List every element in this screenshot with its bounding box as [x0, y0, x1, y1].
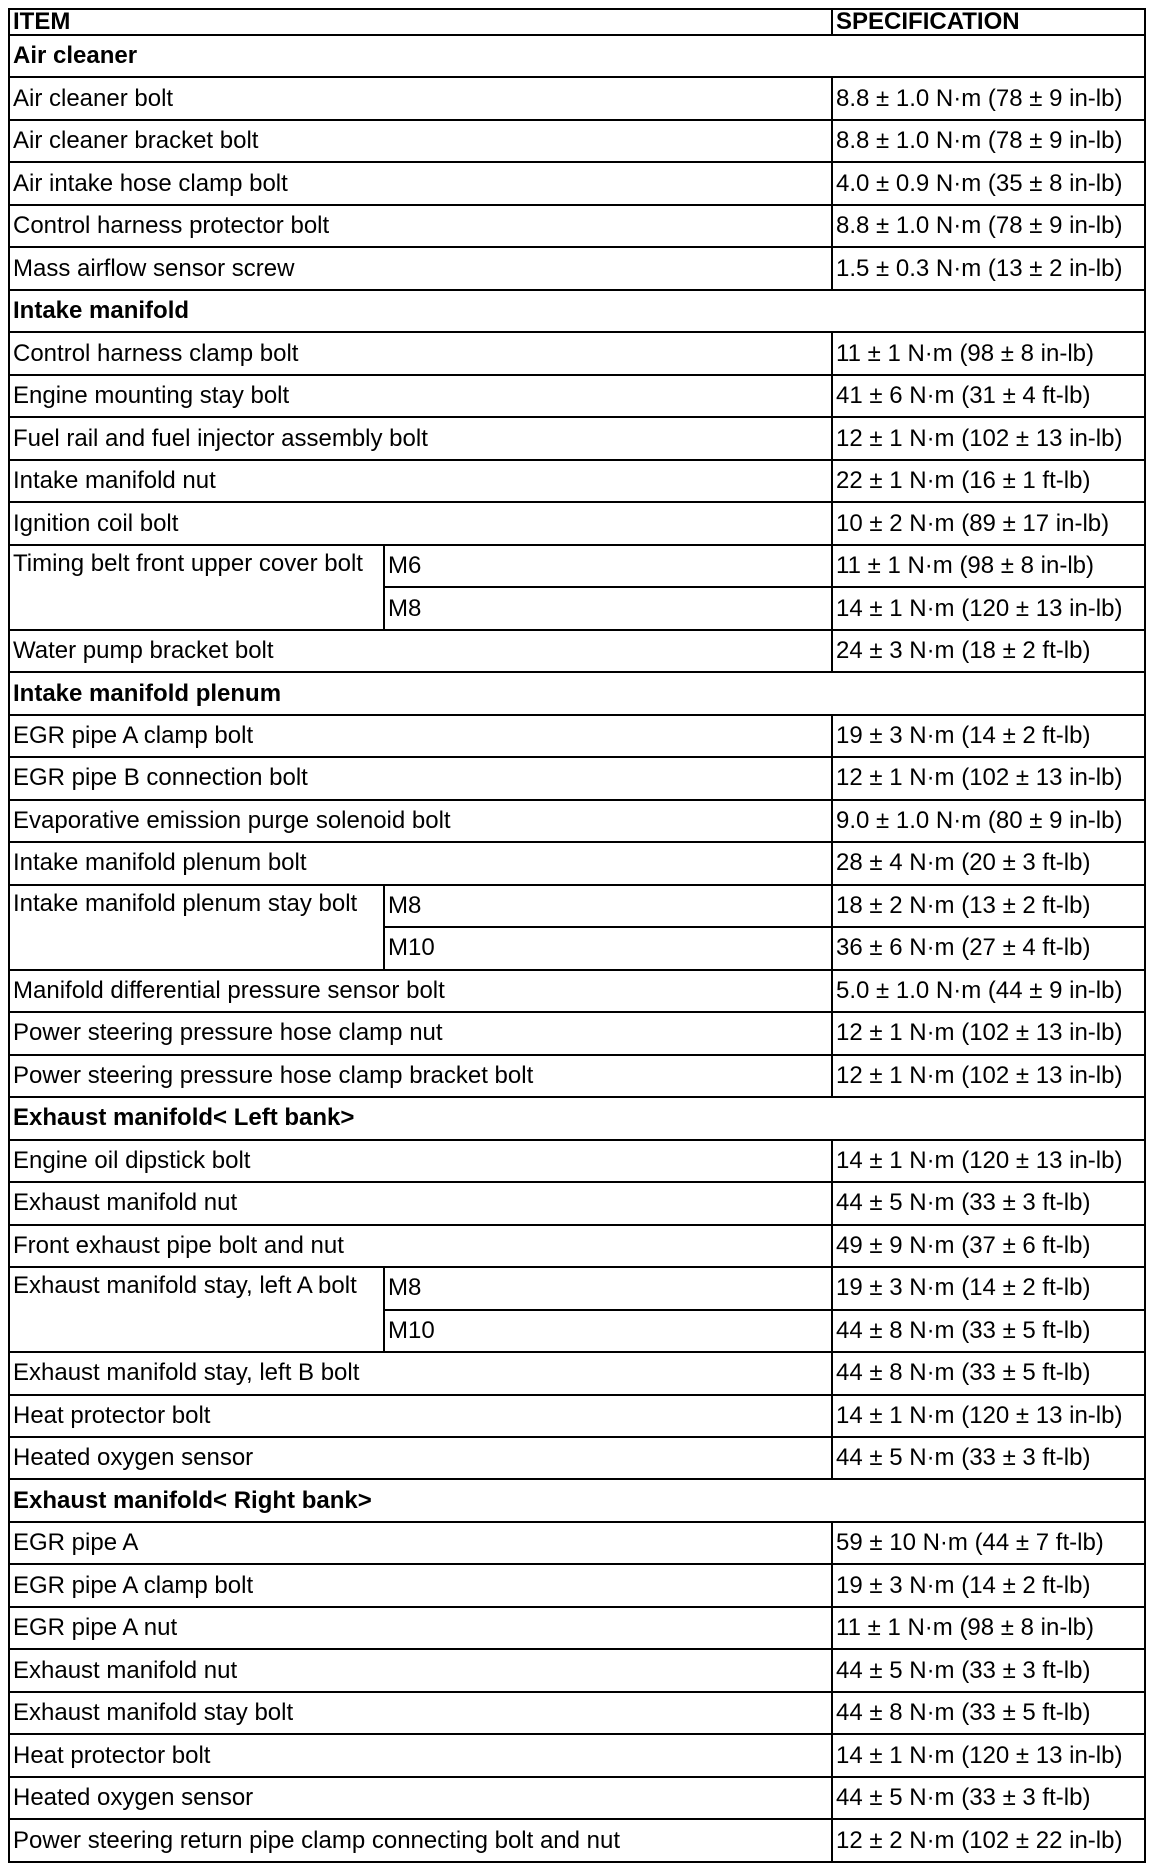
table-row	[9, 502, 1145, 544]
table-row	[9, 715, 1145, 757]
table-row	[9, 1352, 1145, 1394]
torque-spec: 22 ± 1 N·m (16 ± 1 ft-lb)	[832, 460, 1145, 502]
torque-spec: 1.5 ± 0.3 N·m (13 ± 2 in-lb)	[832, 247, 1145, 289]
table-row	[9, 120, 1145, 162]
item-name: Exhaust manifold stay, left B bolt	[9, 1352, 832, 1394]
table-row	[9, 247, 1145, 289]
torque-spec: 19 ± 3 N·m (14 ± 2 ft-lb)	[832, 1267, 1145, 1309]
torque-spec: 14 ± 1 N·m (120 ± 13 in-lb)	[832, 1140, 1145, 1182]
table-row	[9, 1734, 1145, 1776]
torque-spec: 8.8 ± 1.0 N·m (78 ± 9 in-lb)	[832, 205, 1145, 247]
torque-spec: 28 ± 4 N·m (20 ± 3 ft-lb)	[832, 842, 1145, 884]
bolt-size: M10	[384, 1310, 832, 1352]
table-row	[9, 332, 1145, 374]
item-column-header: ITEM	[9, 9, 832, 35]
torque-spec: 44 ± 8 N·m (33 ± 5 ft-lb)	[832, 1310, 1145, 1352]
table-row	[9, 1055, 1145, 1097]
table-row	[9, 1267, 1145, 1309]
table-row	[9, 800, 1145, 842]
table-row	[9, 1437, 1145, 1479]
table-row	[9, 1012, 1145, 1054]
table-row	[9, 375, 1145, 417]
table-row	[9, 630, 1145, 672]
bolt-size: M10	[384, 927, 832, 969]
item-name: Engine oil dipstick bolt	[9, 1140, 832, 1182]
torque-spec: 18 ± 2 N·m (13 ± 2 ft-lb)	[832, 885, 1145, 927]
torque-spec: 12 ± 1 N·m (102 ± 13 in-lb)	[832, 1055, 1145, 1097]
item-name: Air cleaner bracket bolt	[9, 120, 832, 162]
torque-spec: 44 ± 5 N·m (33 ± 3 ft-lb)	[832, 1649, 1145, 1691]
item-name: Exhaust manifold stay bolt	[9, 1692, 832, 1734]
table-row	[9, 545, 1145, 587]
item-name: Ignition coil bolt	[9, 502, 832, 544]
torque-spec: 11 ± 1 N·m (98 ± 8 in-lb)	[832, 1607, 1145, 1649]
section-header-row	[9, 1097, 1145, 1139]
item-name: Power steering pressure hose clamp nut	[9, 1012, 832, 1054]
item-name: EGR pipe A clamp bolt	[9, 715, 832, 757]
torque-spec: 36 ± 6 N·m (27 ± 4 ft-lb)	[832, 927, 1145, 969]
item-name: Mass airflow sensor screw	[9, 247, 832, 289]
torque-spec: 41 ± 6 N·m (31 ± 4 ft-lb)	[832, 375, 1145, 417]
torque-spec: 10 ± 2 N·m (89 ± 17 in-lb)	[832, 502, 1145, 544]
bolt-size: M8	[384, 587, 832, 629]
table-row	[9, 970, 1145, 1012]
torque-spec: 44 ± 5 N·m (33 ± 3 ft-lb)	[832, 1182, 1145, 1224]
item-name: Exhaust manifold nut	[9, 1182, 832, 1224]
section-title: Intake manifold plenum	[9, 672, 1145, 714]
item-name: Heated oxygen sensor	[9, 1437, 832, 1479]
torque-spec: 14 ± 1 N·m (120 ± 13 in-lb)	[832, 1734, 1145, 1776]
item-name: Engine mounting stay bolt	[9, 375, 832, 417]
bolt-size: M8	[384, 885, 832, 927]
table-row	[9, 460, 1145, 502]
torque-spec: 9.0 ± 1.0 N·m (80 ± 9 in-lb)	[832, 800, 1145, 842]
item-name: Exhaust manifold stay, left A bolt	[9, 1267, 384, 1352]
item-name: Control harness protector bolt	[9, 205, 832, 247]
torque-spec: 49 ± 9 N·m (37 ± 6 ft-lb)	[832, 1225, 1145, 1267]
torque-spec: 44 ± 5 N·m (33 ± 3 ft-lb)	[832, 1437, 1145, 1479]
torque-spec: 8.8 ± 1.0 N·m (78 ± 9 in-lb)	[832, 77, 1145, 119]
table-row	[9, 1692, 1145, 1734]
torque-spec: 8.8 ± 1.0 N·m (78 ± 9 in-lb)	[832, 120, 1145, 162]
section-header-row	[9, 1479, 1145, 1521]
table-body	[9, 35, 1145, 1862]
section-title: Air cleaner	[9, 35, 1145, 77]
table-row	[9, 162, 1145, 204]
bolt-size: M6	[384, 545, 832, 587]
item-name: Heat protector bolt	[9, 1734, 832, 1776]
section-title: Exhaust manifold< Left bank>	[9, 1097, 1145, 1139]
torque-spec: 12 ± 1 N·m (102 ± 13 in-lb)	[832, 1012, 1145, 1054]
table-row	[9, 1225, 1145, 1267]
table-row	[9, 1564, 1145, 1606]
torque-spec: 12 ± 1 N·m (102 ± 13 in-lb)	[832, 757, 1145, 799]
torque-spec: 14 ± 1 N·m (120 ± 13 in-lb)	[832, 587, 1145, 629]
item-name: Heat protector bolt	[9, 1395, 832, 1437]
specification-column-header: SPECIFICATION	[832, 9, 1145, 35]
torque-spec: 44 ± 8 N·m (33 ± 5 ft-lb)	[832, 1352, 1145, 1394]
bolt-size: M8	[384, 1267, 832, 1309]
item-name: Manifold differential pressure sensor bolt	[9, 970, 832, 1012]
torque-spec: 5.0 ± 1.0 N·m (44 ± 9 in-lb)	[832, 970, 1145, 1012]
table-header-row	[9, 9, 1145, 35]
item-name: Timing belt front upper cover bolt	[9, 545, 384, 630]
item-name: EGR pipe A	[9, 1522, 832, 1564]
table-row	[9, 842, 1145, 884]
item-name: EGR pipe A nut	[9, 1607, 832, 1649]
torque-spec: 44 ± 5 N·m (33 ± 3 ft-lb)	[832, 1777, 1145, 1819]
table-row	[9, 205, 1145, 247]
table-row	[9, 1395, 1145, 1437]
item-name: Exhaust manifold nut	[9, 1649, 832, 1691]
section-header-row	[9, 35, 1145, 77]
table-row	[9, 1140, 1145, 1182]
table-row	[9, 1607, 1145, 1649]
section-header-row	[9, 672, 1145, 714]
section-title: Intake manifold	[9, 290, 1145, 332]
item-name: Heated oxygen sensor	[9, 1777, 832, 1819]
torque-spec: 12 ± 2 N·m (102 ± 22 in-lb)	[832, 1819, 1145, 1862]
item-name: Water pump bracket bolt	[9, 630, 832, 672]
item-name: Power steering pressure hose clamp bracket bolt	[9, 1055, 832, 1097]
table-row	[9, 77, 1145, 119]
torque-spec: 11 ± 1 N·m (98 ± 8 in-lb)	[832, 545, 1145, 587]
table-row	[9, 1777, 1145, 1819]
item-name: EGR pipe A clamp bolt	[9, 1564, 832, 1606]
table-row	[9, 417, 1145, 459]
torque-spec: 19 ± 3 N·m (14 ± 2 ft-lb)	[832, 715, 1145, 757]
item-name: EGR pipe B connection bolt	[9, 757, 832, 799]
torque-spec: 11 ± 1 N·m (98 ± 8 in-lb)	[832, 332, 1145, 374]
table-row	[9, 1819, 1145, 1862]
table-row	[9, 1522, 1145, 1564]
item-name: Air cleaner bolt	[9, 77, 832, 119]
item-name: Air intake hose clamp bolt	[9, 162, 832, 204]
item-name: Control harness clamp bolt	[9, 332, 832, 374]
torque-spec: 4.0 ± 0.9 N·m (35 ± 8 in-lb)	[832, 162, 1145, 204]
torque-spec: 14 ± 1 N·m (120 ± 13 in-lb)	[832, 1395, 1145, 1437]
table-row	[9, 1182, 1145, 1224]
torque-spec: 59 ± 10 N·m (44 ± 7 ft-lb)	[832, 1522, 1145, 1564]
item-name: Evaporative emission purge solenoid bolt	[9, 800, 832, 842]
item-name: Front exhaust pipe bolt and nut	[9, 1225, 832, 1267]
item-name: Power steering return pipe clamp connecting bolt and nut	[9, 1819, 832, 1862]
table-row	[9, 885, 1145, 927]
item-name: Intake manifold plenum bolt	[9, 842, 832, 884]
table-row	[9, 1649, 1145, 1691]
torque-spec-table	[8, 8, 1146, 1863]
section-header-row	[9, 290, 1145, 332]
section-title: Exhaust manifold< Right bank>	[9, 1479, 1145, 1521]
item-name: Intake manifold nut	[9, 460, 832, 502]
item-name: Intake manifold plenum stay bolt	[9, 885, 384, 970]
torque-spec: 44 ± 8 N·m (33 ± 5 ft-lb)	[832, 1692, 1145, 1734]
torque-spec: 19 ± 3 N·m (14 ± 2 ft-lb)	[832, 1564, 1145, 1606]
torque-spec: 24 ± 3 N·m (18 ± 2 ft-lb)	[832, 630, 1145, 672]
torque-spec: 12 ± 1 N·m (102 ± 13 in-lb)	[832, 417, 1145, 459]
item-name: Fuel rail and fuel injector assembly bolt	[9, 417, 832, 459]
table-row	[9, 757, 1145, 799]
